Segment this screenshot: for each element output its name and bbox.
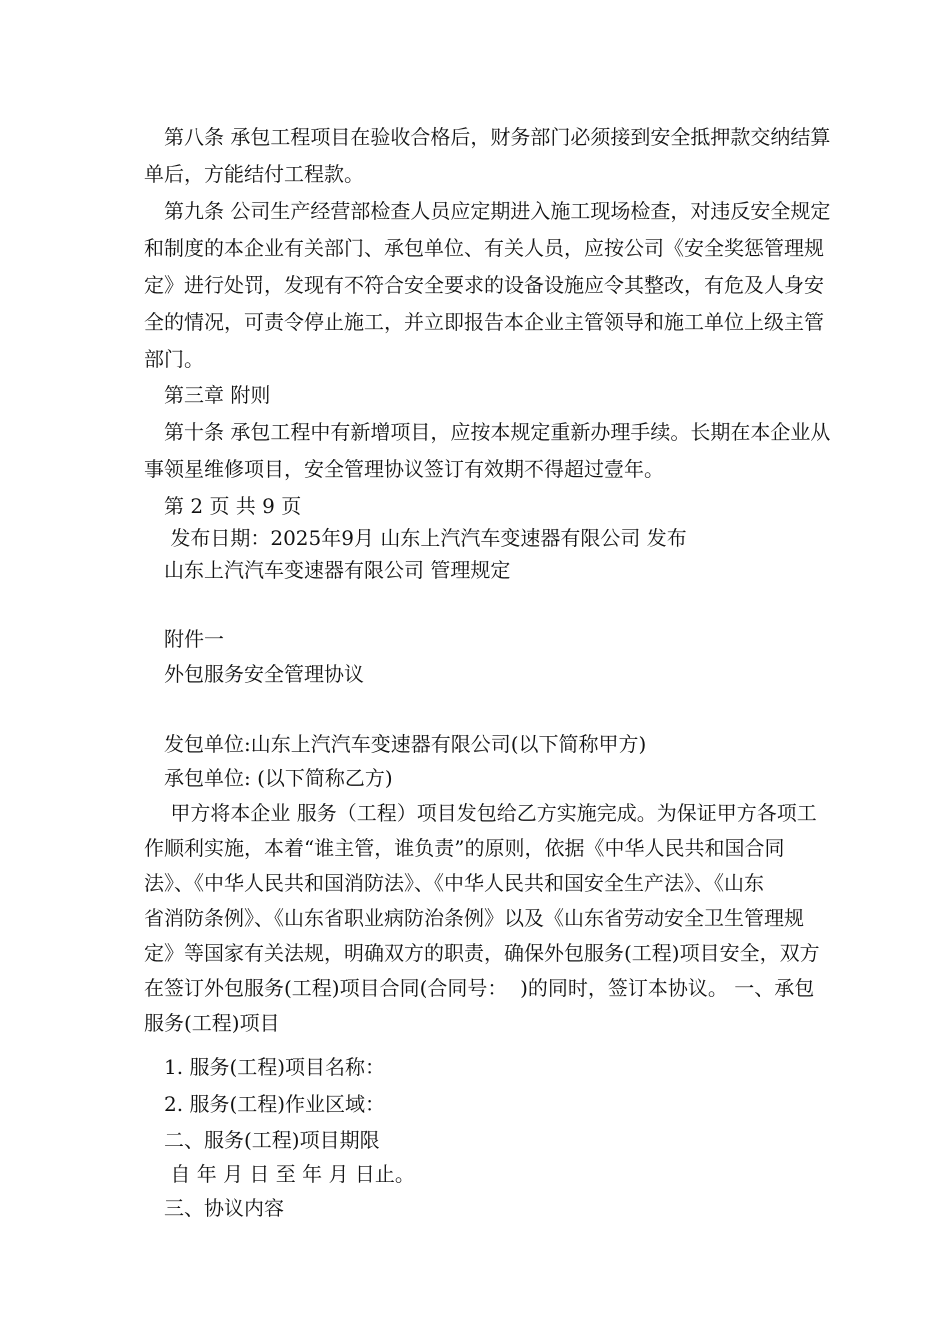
text-line: 在签订外包服务(工程)项目合同(合同号： )的同时，签订本协议。 一、承包 — [144, 976, 815, 1000]
appendix-label: 附件一 — [144, 627, 224, 651]
text-line: 法》、《中华人民共和国消防法》、《中华人民共和国安全生产法》、《山东 — [144, 871, 764, 895]
section-heading: 三、协议内容 — [144, 1196, 284, 1220]
text-line: 第八条 承包工程项目在验收合格后，财务部门必须接到安全抵押款交纳结算 — [144, 125, 831, 149]
publish-date-line: 发布日期：2025年9月 山东上汽汽车变速器有限公司 发布 — [144, 526, 687, 550]
agreement-title: 外包服务安全管理协议 — [144, 662, 364, 686]
text-line: 事领星维修项目，安全管理协议签订有效期不得超过壹年。 — [144, 457, 664, 481]
text-line: 作顺利实施，本着“谁主管，谁负责”的原则，依据《中华人民共和国合同 — [144, 836, 785, 860]
text-line: 和制度的本企业有关部门、承包单位、有关人员，应按公司《安全奖惩管理规 — [144, 236, 824, 260]
party-b-line: 承包单位: (以下简称乙方) — [144, 766, 393, 790]
text-line: 部门。 — [144, 347, 204, 371]
list-item: 2. 服务(工程)作业区域： — [144, 1092, 386, 1116]
text-line: 第九条 公司生产经营部检查人员应定期进入施工现场检查，对违反安全规定 — [144, 199, 831, 223]
company-regulation-line: 山东上汽汽车变速器有限公司 管理规定 — [144, 558, 511, 582]
text-line: 定》进行处罚，发现有不符合安全要求的设备设施应令其整改，有危及人身安 — [144, 273, 824, 297]
list-item: 1. 服务(工程)项目名称： — [144, 1055, 386, 1079]
text-line: 甲方将本企业 服务（工程）项目发包给乙方实施完成。为保证甲方各项工 — [144, 801, 817, 825]
text-line: 全的情况，可责令停止施工，并立即报告本企业主管领导和施工单位上级主管 — [144, 310, 824, 334]
chapter-heading: 第三章 附则 — [144, 383, 271, 407]
page-number: 第 2 页 共 9 页 — [144, 494, 302, 518]
text-line: 定》等国家有关法规，明确双方的职责，确保外包服务(工程)项目安全，双方 — [144, 941, 820, 965]
text-line: 服务(工程)项目 — [144, 1011, 280, 1035]
section-heading: 二、服务(工程)项目期限 — [144, 1128, 380, 1152]
text-line: 单后，方能结付工程款。 — [144, 162, 364, 186]
text-line: 自 年 月 日 至 年 月 日止。 — [144, 1162, 415, 1186]
party-a-line: 发包单位:山东上汽汽车变速器有限公司(以下简称甲方) — [144, 732, 647, 756]
text-line: 第十条 承包工程中有新增项目，应按本规定重新办理手续。长期在本企业从 — [144, 420, 831, 444]
text-line: 省消防条例》、《山东省职业病防治条例》以及《山东省劳动安全卫生管理规 — [144, 906, 804, 930]
